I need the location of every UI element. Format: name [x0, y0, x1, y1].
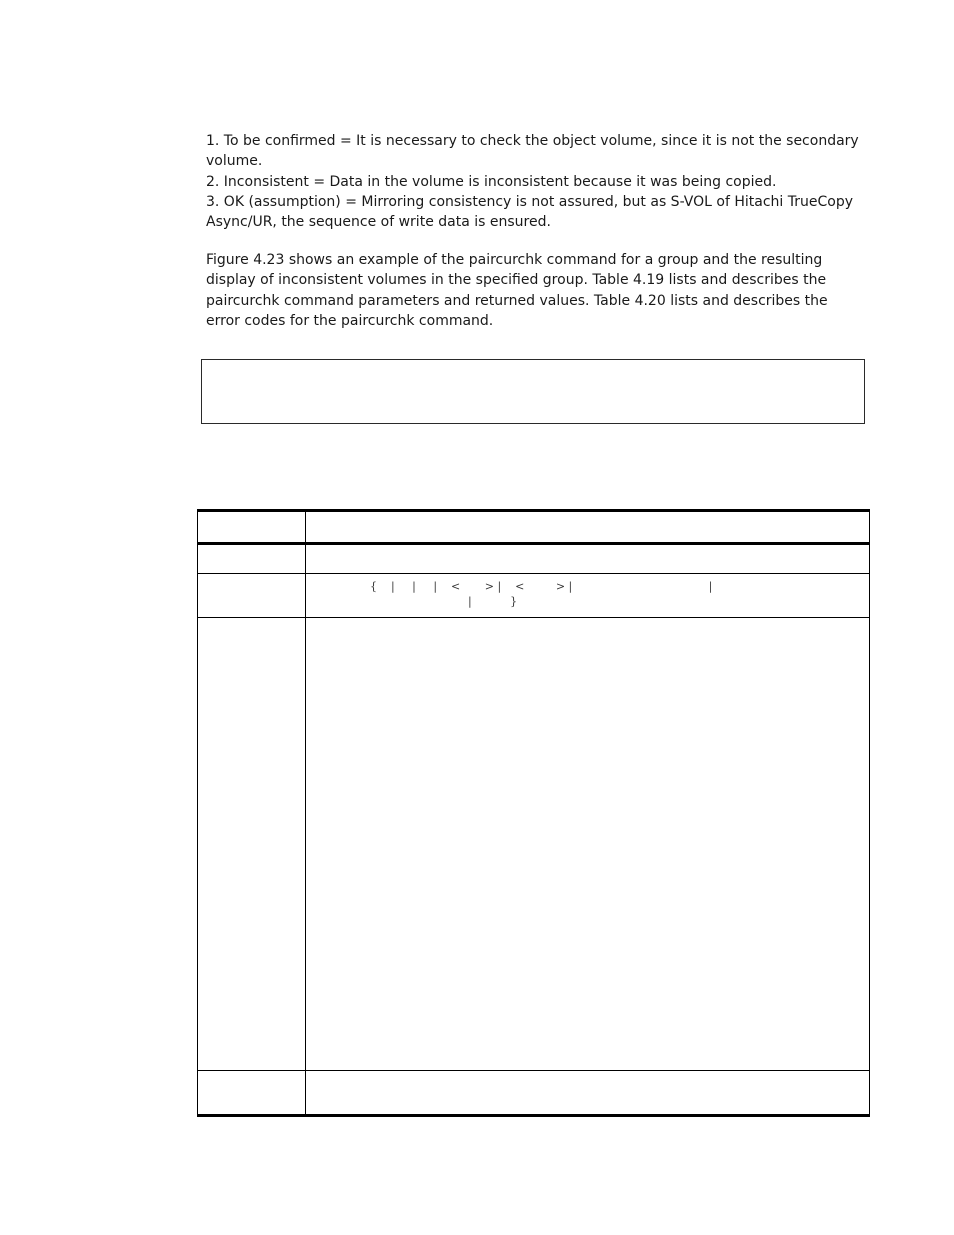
note-inconsistent: 2. Inconsistent = Data in the volume is inconsistent because it was being copied.	[206, 173, 777, 190]
syntax-glyphs-line2: | }	[468, 595, 518, 608]
table-right-border	[869, 509, 870, 1117]
table-column-divider	[305, 509, 306, 1117]
table-bottom-rule	[197, 1114, 870, 1117]
syntax-glyphs-line1: { | | | < > | < > | |	[370, 580, 713, 593]
table-top-rule	[197, 509, 870, 512]
table-left-border	[197, 509, 198, 1117]
figure-example-box	[201, 359, 865, 424]
note-to-be-confirmed: 1. To be confirmed = It is necessary to check the object volume, since it is not the secondary volume.	[206, 133, 859, 170]
table-row-rule	[197, 1070, 870, 1071]
parameters-table	[197, 509, 870, 1117]
table-row-rule	[197, 573, 870, 574]
status-notes	[206, 131, 866, 232]
table-row-rule	[197, 617, 870, 618]
intro-paragraph: Figure 4.23 shows an example of the paircurchk command for a group and the resulting display of inconsistent volumes in the specified group. Table 4.19 lists and describes the paircurchk command parameters and returned values. Table 4.20 lists and describes the error codes for the paircurchk command.	[206, 252, 828, 330]
note-ok-assumption: 3. OK (assumption) = Mirroring consistency is not assured, but as S-VOL of Hitachi TrueCopy Async/UR, the sequence of write data is ensured.	[206, 193, 853, 231]
table-header-rule	[197, 542, 870, 545]
